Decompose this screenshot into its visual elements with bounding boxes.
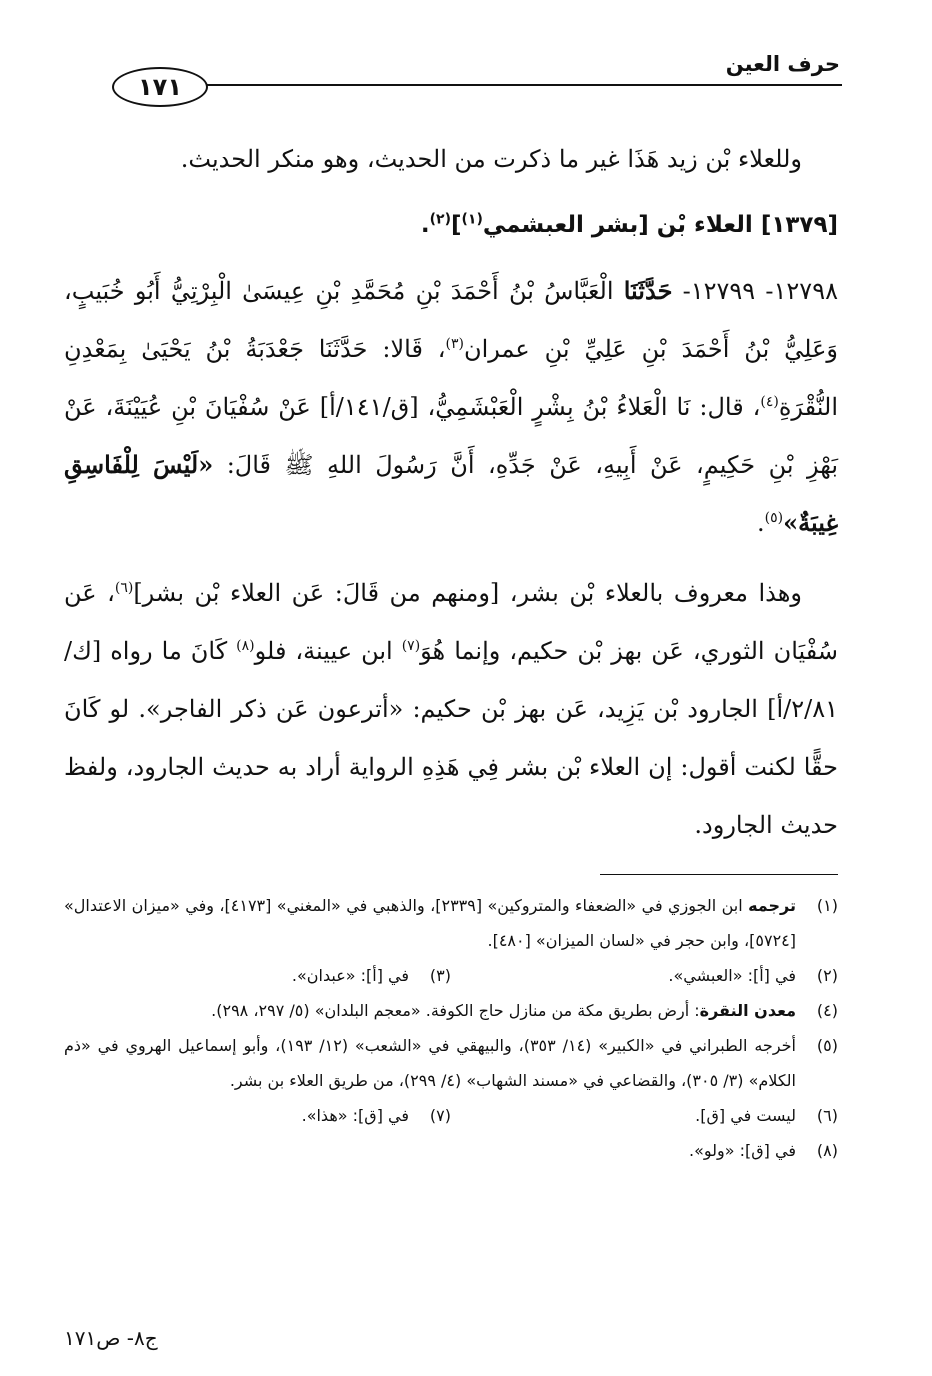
- footnote-text: أخرجه الطبراني في «الكبير» (١٤/ ٣٥٣)، والبيهقي في «الشعب» (١٢/ ١٩٣)، وأبو إسماعيل الهروي في «ذم الكلام» (٣/ ٣٠٥)، والقضاعي في «مسند الشهاب» (٤/ ٢٩٩)، من طريق العلاء بن بشر.: [64, 1036, 796, 1090]
- footnote-number: (٢): [816, 966, 838, 985]
- commentary-text-1: وهذا معروف بالعلاء بْن بشر، [ومنهم من قَالَ: عَن العلاء بْن بشر]: [133, 579, 802, 607]
- footnote-row-6-7: [64, 1098, 838, 1133]
- footnote-ref-1: (١): [461, 211, 483, 228]
- footnote-body: : أرض بطريق مكة من منازل حاج الكوفة. «معجم البلدان» (٥/ ٢٩٧، ٢٩٨).: [211, 1001, 700, 1020]
- footnote-number: (٨): [816, 1141, 838, 1160]
- footnote-text: في [ق]: «ولو».: [689, 1141, 796, 1160]
- footnote-number: (١): [816, 896, 838, 915]
- footnote-4: [64, 993, 838, 1028]
- entry-number: [١٣٧٩]: [760, 212, 838, 238]
- footnote-bold-term: معدن النقرة: [699, 1001, 796, 1020]
- footnote-3: [64, 958, 451, 993]
- footnote-1: [64, 888, 838, 958]
- volume-page-reference: ج٨- ص١٧١: [64, 1326, 158, 1350]
- footnote-text: ليست في [ق].: [695, 1106, 796, 1125]
- footnotes: [64, 888, 838, 1168]
- hadith-isnad-2: ، قَالا: حَدَّثَنَا جَعْدَبَةُ بْنُ يَحْيَىٰ بِمَعْدِنِ النُّقْرَةِ: [64, 335, 838, 421]
- footnote-6: [451, 1098, 838, 1133]
- footnote-text: في [ق]: «هذا».: [301, 1106, 409, 1125]
- commentary-paragraph: [64, 564, 838, 854]
- commentary-text-2: ، عَن سُفْيَان الثوري، عَن بهز بْن حكيم، وإنما هُوَ: [64, 579, 839, 665]
- intro-paragraph: وللعلاء بْن زيد هَذَا غير ما ذكرت من الحديث، وهو منكر الحديث.: [180, 145, 802, 173]
- footnote-number: (٧): [429, 1106, 451, 1125]
- footnote-number: (٣): [429, 966, 451, 985]
- footnote-text: [64, 888, 796, 958]
- main-text: [64, 130, 838, 854]
- footnote-text: في [أ]: «عبدان».: [291, 966, 409, 985]
- footnote-text: في [أ]: «العبشي».: [668, 966, 796, 985]
- footnote-ref-2: (٢): [429, 211, 451, 228]
- footnote-7: [64, 1098, 451, 1133]
- page-number: ١٧١: [112, 67, 208, 107]
- hadith-haddathana: حَدَّثَنَا: [623, 276, 673, 305]
- footnote-ref-5: (٥): [764, 510, 784, 526]
- hadith-isnad-3: ، قال: نَا الْعَلاءُ بْنُ بِشْرٍ الْعَبْشَمِيُّ، [ق/١٤١/أ] عَنْ سُفْيَانَ بْنِ عُيَيْنَةَ، عَنْ بَهْزِ بْنِ حَكِيمٍ، عَنْ أَبِيهِ، عَنْ جَدِّهِ، أَنَّ رَسُولَ اللهِ ﷺ قَالَ:: [64, 393, 838, 479]
- footnote-number: (٤): [816, 1001, 838, 1020]
- footnote-body: ابن الجوزي في «الضعفاء والمتروكين» [٢٣٣٩]، والذهبي في «المغني» [٤١٧٣]، وفي «ميزان الاعتدال» [٥٧٢٤]، وابن حجر في «لسان الميزان» [٤٨٠].: [64, 896, 796, 950]
- hadith-numbers: ١٢٧٩٨- ١٢٧٩٩-: [682, 277, 838, 305]
- footnote-8: [64, 1133, 838, 1168]
- footnote-5: [64, 1028, 838, 1098]
- footnote-ref-8: (٨): [236, 638, 255, 654]
- hadith-matn: «لَيْسَ لِلْفَاسِقِ غِيبَةٌ»: [64, 450, 838, 537]
- footnote-row-2-3: [64, 958, 838, 993]
- footnote-ref-6: (٦): [114, 580, 134, 596]
- entry-heading: [64, 196, 838, 254]
- footnote-text: [64, 993, 796, 1028]
- footnote-2: [451, 958, 838, 993]
- footnote-number: (٥): [816, 1036, 838, 1055]
- entry-end: .: [420, 212, 430, 238]
- entry-bracket-close: ]: [450, 212, 462, 238]
- header-rule: [200, 84, 842, 86]
- commentary-text-4: كَانَ ما رواه [ك/٢/٨١/أ] الجارود بْن يَزِيد، عَن بهز بْن حكيم: «أترعون عَن ذكر الفاجر». لو كَانَ حقًّا لكنت أقول: إن العلاء بْن بشر فِي هَذِهِ الرواية أراد به حديث الجارود، ولفظ حديث الجارود.: [64, 637, 838, 839]
- footnote-ref-7: (٧): [401, 638, 421, 654]
- hadith-paragraph: [64, 262, 838, 552]
- entry-name: العلاء بْن [بشر العبشمي: [482, 212, 753, 238]
- hadith-end: .: [756, 509, 765, 537]
- hadith-isnad-1: الْعَبَّاسُ بْنُ أَحْمَدَ بْنِ مُحَمَّدِ بْنِ عِيسَىٰ الْبِرْتِيُّ أَبُو خُبَيبٍ، وَعَلِيُّ بْنُ أَحْمَدَ بْنِ عَلِيِّ بْنِ عمران: [64, 277, 838, 363]
- commentary-text-3: ابن عيينة، فلو: [254, 637, 402, 665]
- footnote-number: (٦): [816, 1106, 838, 1125]
- footnote-separator: [600, 874, 838, 875]
- running-header-title: حرف العين: [725, 52, 840, 76]
- footnote-bold-term: ترجمه: [748, 896, 796, 915]
- footnote-ref-3: (٣): [445, 336, 465, 352]
- footnote-ref-4: (٤): [760, 394, 779, 410]
